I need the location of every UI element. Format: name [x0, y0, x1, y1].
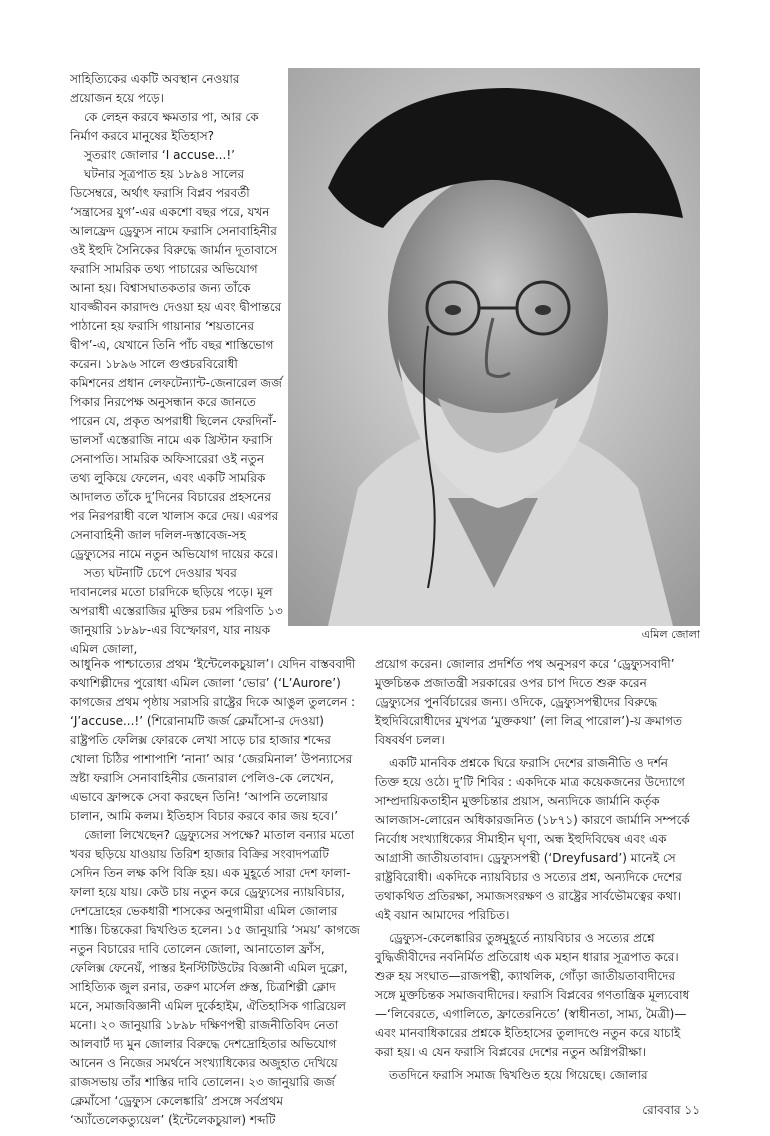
paragraph: সুতরাং জোলার ‘I accuse...!’ — [84, 148, 235, 162]
portrait-illustration — [288, 68, 700, 626]
left-column-top — [70, 70, 284, 659]
paragraph: জোলা লিখেছেন? ড্রেফ্যুসের সপক্ষে? মাতাল বন্যার মতো খবর ছড়িয়ে যাওয়ায় তিরিশ হাজার বিক্রির সংবাদপত্রটি সেদিন তিন লক্ষ কপি বিক্রি হয়। এক মুহূর্তে সারা দেশ ফালা-ফালা হয়ে যায়। কেউ চায় নতুন করে ড্রেফ্যুসের ন্যায়বিচার, দেশদ্রোহের ভেকধারী শাসকের অনুগামীরা এমিল জোলার শাস্তি। চিন্তকেরা দ্বিখণ্ডিত হলেন। ১৫ জানুয়ারি ‘সময়’ কাগজে নতুন বিচারের দাবি তোলেন জোলা, আনাতোল ফ্রাঁস, ফেলিক্স ফেনেয়ঁ, পাস্তর ইনস্টিটিউটের বিজ্ঞানী এমিল দুক্লো, সাহিত্যিক জুল রনার, তরুণ মার্সেল প্রুস্ত, চিত্রশিল্পী ক্লোদ মনে, সমাজবিজ্ঞানী এমিল দুর্কেহাইম, ঐতিহাসিক গাব্রিয়েল মনো। ২০ জানুয়ারি ১৮৯৮ দক্ষিণপন্থী রাজনীতিবিদ নেতা আলবার্ট দ্য মুন জোলার বিরুদ্ধে দেশদ্রোহিতার অভিযোগ আনেন ও নিজের সমর্থনে সংখ্যাধিক্যের অজুহাত দেখিয়ে রাজসভায় তাঁর শাস্তির দাবি তোলেন। ২৩ জানুয়ারি জর্জ ক্লেমাঁসো ‘ড্রেফ্যুস কেলেঙ্কারি’ প্রসঙ্গে সর্বপ্রথম ‘অ্যাঁতেলেকত্যুয়েল’ (ইন্টেলেকচুয়াল) শব্দটি — [70, 828, 360, 1127]
left-column-bottom — [70, 655, 360, 1130]
paragraph: আধুনিক পাশ্চাত্যের প্রথম ‘ইন্টেলেকচুয়াল’। যেদিন বাস্তববাদী কথাশিল্পীদের পুরোধা এমিল জোলা ‘ভোর’ (‘L’Aurore’) কাগজের প্রথম পৃষ্ঠায় সরাসরি রাষ্ট্রের দিকে আঙুল তুললেন : ‘J’accuse...!’ (শিরোনামটি জর্জ ক্লেমাঁসো-র দেওয়া) রাষ্ট্রপতি ফেলিক্স ফোরকে লেখা সাড়ে চার হাজার শব্দের খোলা চিঠির পাশাপাশি ‘নানা’ আর ‘জেরমিনাল’ উপন্যাসের স্রষ্টা ফরাসি সেনাবাহিনীর জেনারাল পেলিও-কে লেখেন, এভাবে ফ্রান্সকে সেবা করছেন তিনি! ‘আপনি তলোয়ার চালান, আমি কলম। ইতিহাস বিচার করবে কার জয় হবে।’ — [70, 657, 356, 823]
paragraph: ড্রেফ্যুস-কেলেঙ্কারির তুঙ্গমুহূর্তে ন্যায়বিচার ও সত্যের প্রশ্নে বুদ্ধিজীবীদের নবনির্মিত প্রতিরোধ এক মহান ধারার সূত্রপাত করে। শুরু হয় সংঘাত—রাজপন্থী, ক্যাথলিক, গোঁড়া জাতীয়তাবাদীদের সঙ্গে মুক্তচিন্তক সমাজবাদীদের। ফরাসি বিপ্লবের গণতান্ত্রিক মূল্যবোধ—‘লিবেরতে, এগালিতে, ফ্রাতেরনিতে’ (স্বাধীনতা, সাম্য, মৈত্রী)—এবং মানবাধিকারের প্রশ্নকে ইতিহাসের তুলাদণ্ডে নতুন করে যাচাই করা হয়। এ যেন ফরাসি বিপ্লবের দেশের নতুন অগ্নিপরীক্ষা। — [375, 931, 690, 1059]
page-footer: রোববার ১১ — [642, 1103, 700, 1117]
paragraph: ততদিনে ফরাসি সমাজ দ্বিখণ্ডিত হয়ে গিয়েছে। জোলার — [389, 1068, 648, 1082]
paragraph: সাহিত্যিকের একটি অবস্থান নেওয়ার প্রয়োজন হয়ে পড়ে। — [70, 72, 240, 105]
paragraph: একটি মানবিক প্রশ্নকে ঘিরে ফরাসি দেশের রাজনীতি ও দর্শন তিক্ত হয়ে ওঠে। দু’টি শিবির : একদিকে মাত্র কয়েকজনের উদ্যোগে সাম্প্রদায়িকতাহীন মুক্তচিন্তার প্রয়াস, অন্যদিকে জার্মানি কর্তৃক আলজাস-লোরেন অধিকারজনিত (১৮৭১) কারণে জার্মানি সম্পর্কে নির্বোধ সংখ্যাধিক্যের সীমাহীন ঘৃণা, অন্ধ ইহুদিবিদ্বেষ এবং এক আগ্রাসী জাতীয়তাবাদ। ড্রেফ্যুসপন্থী (‘Dreyfusard’) মানেই সে রাষ্ট্রবিরোধী। একদিকে ন্যায়বিচার ও সত্যের প্রশ্ন, অন্যদিকে দেশের তথাকথিত প্রতিরক্ষা, সমাজসংরক্ষণ ও রাষ্ট্রের সার্বভৌমত্বের কথা। এই বয়ান আমাদের পরিচিত। — [375, 756, 690, 922]
paragraph: ঘটনার সূত্রপাত হয় ১৮৯৪ সালের ডিসেম্বরে, অর্থাৎ ফরাসি বিপ্লব পরবর্তী ‘সন্ত্রাসের যুগ’-এর একশো বছর পরে, যখন আলফ্রেদ ড্রেফ্যুস নামে ফরাসি সেনাবাহিনীর ওই ইহুদি সৈনিকের বিরুদ্ধে জার্মান দূতাবাসে ফরাসি সামরিক তথ্য পাচারের অভিযোগ আনা হয়। বিশ্বাসঘাতকতার জন্য তাঁকে যাবজ্জীবন কারাদণ্ড দেওয়া হয় এবং দ্বীপান্তরে পাঠানো হয় ফরাসি গায়ানার ‘শয়তানের দ্বীপ’-এ, যেখানে তিনি পাঁচ বছর শাস্তিভোগ করেন। ১৮৯৬ সালে গুপ্তচরবিরোধী কমিশনের প্রধান লেফটেন্যান্ট-জেনারেল জর্জ পিকার নিরপেক্ষ অনুসন্ধান করে জানতে পারেন যে, প্রকৃত অপরাধী ছিলেন ফেরদিনাঁ-ভালসাঁ এস্তেরাজি নামে এক খ্রিস্টান ফরাসি সেনাপতি। সামরিক অফিসারেরা ওই নতুন তথ্য লুকিয়ে ফেলেন, এবং একটি সামরিক আদালত তাঁকে দু’দিনের বিচারের প্রহসনের পর নিরপরাধী বলে খালাস করে দেয়। এরপর সেনাবাহিনী জাল দলিল-দস্তাবেজ-সহ ড্রেফ্যুসের নামে নতুন অভিযোগ দায়ের করে। — [70, 167, 282, 561]
portrait-photo — [288, 68, 700, 626]
paragraph: প্রয়োগ করেন। জোলার প্রদর্শিত পথ অনুসরণ করে ‘ড্রেফ্যুসবাদী’ মুক্তচিন্তক প্রজাতন্ত্রী সরকারের ওপর চাপ দিতে শুরু করেন ড্রেফ্যুসের পুনর্বিচারের জন্য। ওদিকে, ড্রেফ্যুসপন্থীদের বিরুদ্ধে ইহুদিবিরোধীদের মুখপত্র ‘মুক্তকথা’ (লা লিব্র্‌ পারোল’)-য় ক্রমাগত বিষবর্ষণ চলল। — [375, 657, 682, 747]
paragraph: সত্য ঘটনাটি চেপে দেওয়ার খবর দাবানলের মতো চারদিকে ছড়িয়ে পড়ে। মূল অপরাধী এস্তেরাজির মুক্তির চরম পরিণতি ১৩ জানুয়ারি ১৮৯৮-এর বিস্ফোরণ, যার নায়ক এমিল জোলা, — [70, 566, 283, 656]
right-column — [375, 655, 695, 1089]
photo-caption: এমিল জোলা — [641, 628, 700, 641]
paragraph: কে লেহন করবে ক্ষমতার পা, আর কে নির্মাণ করবে মানুষের ইতিহাস? — [70, 110, 259, 143]
